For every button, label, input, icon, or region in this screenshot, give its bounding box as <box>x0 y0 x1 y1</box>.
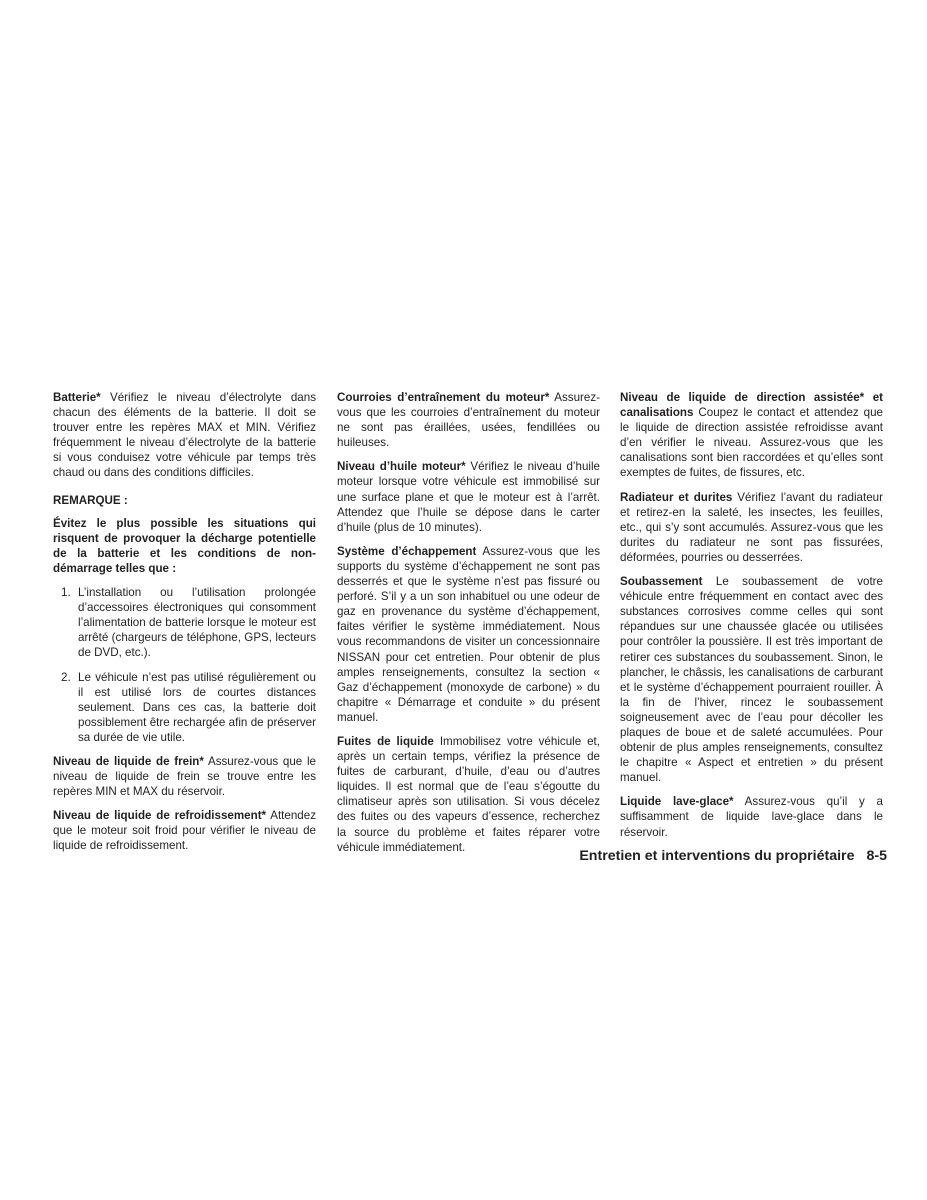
heading-fluid-leaks: Fuites de liquide <box>337 734 434 748</box>
paragraph-drive-belts <box>337 390 600 450</box>
footer-section-title: Entretien et interventions du propriétaire <box>579 848 855 864</box>
heading-power-steering: Niveau de liquide de direction assistée* et canalisations <box>620 391 883 420</box>
text-underbody: Le soubassement de votre véhicule entre fréquemment en contact avec des substances corrosives comme celles qui sont répandues sur une chaussée glacée ou utilisées pour contrôler la poussière. Il est très important de retirer ces substances du soubassement. Sinon, le plancher, le châssis, les canalisations de carburant et le système d’échappement pourraient rouiller. À la fin de l’hiver, rincez le soubassement soigneusement avec de l’eau pour décoller les plaques de boue et de saleté accumulées. Pour obtenir de plus amples renseignements, consultez le chapitre « Aspect et entretien » du présent manuel. <box>620 575 883 785</box>
paragraph-battery <box>53 390 316 481</box>
paragraph-radiator <box>620 490 883 565</box>
paragraph-coolant <box>53 808 316 853</box>
text-coolant: Attendez que le moteur soit froid pour vérifier le niveau de liquide de refroidissement. <box>53 809 316 853</box>
remark-list <box>53 585 316 745</box>
heading-exhaust: Système d’échappement <box>337 544 477 558</box>
heading-battery: Batterie* <box>53 391 101 404</box>
column-right <box>620 390 883 849</box>
text-fluid-leaks: Immobilisez votre véhicule et, après un certain temps, vérifiez la présence de fuites de carburant, d’huile, d’eau ou d’autres liquides. Il est normal que de l’eau s’égoutte du climatiseur après son utilisation. Si vous décelez des fuites ou des vapeurs d’essence, recherchez la source du problème et faites réparer votre véhicule immédiatement. <box>337 734 600 854</box>
heading-washer-fluid: Liquide lave-glace* <box>620 795 734 809</box>
text-battery: Vérifiez le niveau d’électrolyte dans chacun des éléments de la batterie. Il doit se trouver entre les repères MAX et MIN. Vérifiez fréquemment le niveau d’électrolyte de la batterie si vous conduisez votre véhicule par temps très chaud ou dans des conditions difficiles. <box>53 391 316 480</box>
text-engine-oil: Vérifiez le niveau d’huile moteur lorsque votre véhicule est immobilisé sur une surface plane et que le moteur est à l’arrêt. Attendez que l’huile se dépose dans le carter d’huile (plus de 10 minutes). <box>337 460 600 534</box>
remark-body: Évitez le plus possible les situations qui risquent de provoquer la décharge potentielle de la batterie et les conditions de non-démarrage telles que : <box>53 516 316 575</box>
heading-brake-fluid: Niveau de liquide de frein* <box>53 754 204 768</box>
paragraph-underbody <box>620 574 883 785</box>
page-footer <box>579 848 887 864</box>
list-item-text: Le véhicule n’est pas utilisé régulièrement ou il est utilisé lors de courtes distances seulement. Dans ces cas, la batterie doit possiblement être rechargée afin de préserver sa durée de vie utile. <box>78 670 316 744</box>
paragraph-washer-fluid <box>620 794 883 839</box>
paragraph-fluid-leaks <box>337 734 600 855</box>
text-washer-fluid: Assurez-vous qu’il y a suffisamment de liquide lave-glace dans le réservoir. <box>620 795 884 839</box>
list-item-number: 2. <box>61 670 71 684</box>
list-item <box>53 670 316 745</box>
heading-radiator: Radiateur et durites <box>620 490 733 504</box>
text-drive-belts: Assurez-vous que les courroies d’entraînement du moteur ne sont pas éraillées, usées, fendillées ou huileuses. <box>337 391 600 450</box>
column-left <box>53 390 316 863</box>
remark-title: REMARQUE : <box>53 493 128 507</box>
paragraph-engine-oil <box>337 459 600 534</box>
list-item <box>53 585 316 660</box>
text-radiator: Vérifiez l’avant du radiateur et retirez-en la saleté, les insectes, les feuilles, etc., qui s’y sont accumulés. Assurez-vous que les durites du radiateur ne sont pas fissurées, déformées, pourries ou desserrées. <box>620 490 883 564</box>
paragraph-power-steering <box>620 390 883 481</box>
list-item-number: 1. <box>61 586 71 600</box>
list-item-text: L’installation ou l’utilisation prolongée d’accessoires électroniques qui consomment l’alimentation de batterie lorsque le moteur est arrêté (chargeurs de téléphone, GPS, lecteurs de DVD, etc.). <box>78 586 316 660</box>
heading-engine-oil: Niveau d’huile moteur* <box>337 460 466 474</box>
page-number: 8-5 <box>866 848 887 864</box>
heading-drive-belts: Courroies d’entraînement du moteur* <box>337 391 550 404</box>
text-power-steering: Coupez le contact et attendez que le liquide de direction assistée refroidisse avant d’en vérifier le niveau. Assurez-vous que les canalisations sont bien raccordées et qu’elles sont exemptes de fuites, de fissures, etc. <box>620 406 883 480</box>
text-brake-fluid: Assurez-vous que le niveau de liquide de frein se trouve entre les repères MIN et MAX du réservoir. <box>53 754 316 799</box>
column-middle <box>337 390 600 864</box>
text-exhaust: Assurez-vous que les supports du système d’échappement ne sont pas desserrés et que le système n’est pas fissuré ou perforé. S’il y a un son inhabituel ou une odeur de gaz en provenance du système d’échappement, faites vérifier le système immédiatement. Nous vous recommandons de visiter un concessionnaire NISSAN pour cet entretien. Pour obtenir de plus amples renseignements, consultez la section « Gaz d’échappement (monoxyde de carbone) » du chapitre « Démarrage et conduite » du présent manuel. <box>337 544 600 724</box>
heading-coolant: Niveau de liquide de refroidissement* <box>53 809 267 823</box>
heading-underbody: Soubassement <box>620 575 703 589</box>
paragraph-brake-fluid <box>53 754 316 799</box>
paragraph-exhaust <box>337 544 600 725</box>
